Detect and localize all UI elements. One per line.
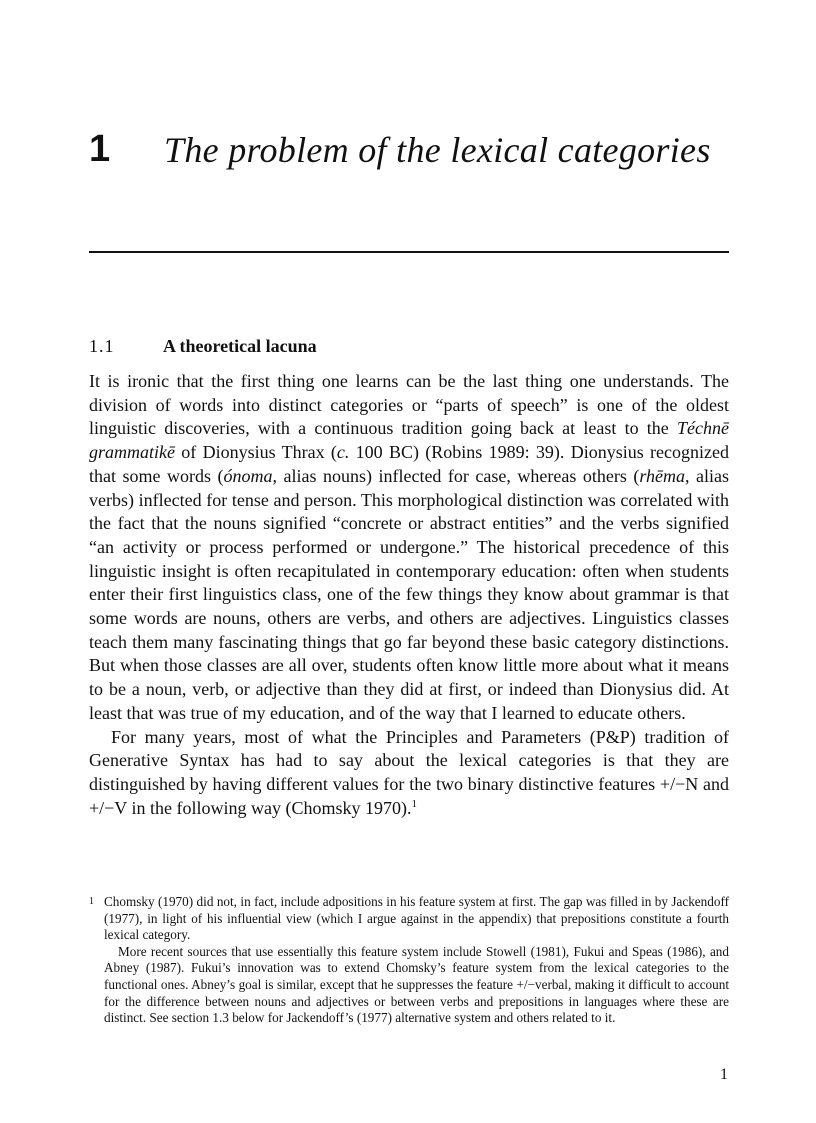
work-title: Téchnē grammatikē	[89, 418, 729, 463]
paragraph-1-text-a: It is ironic that the first thing one learns can be the last thing one understands. The division of words into distinct categories or “parts of speech” is one of the oldest linguistic discoveries, with a continuous tradition going back at least to the	[89, 371, 729, 439]
greek-term-onoma: ónoma	[223, 465, 273, 486]
paragraph-1-text-d: , alias nouns) inflected for case, whereas others (	[272, 465, 640, 486]
page-number: 1	[720, 1066, 729, 1083]
footnote-number: 1	[89, 896, 94, 907]
greek-term-rhema: rhēma	[639, 465, 686, 486]
paragraph-2	[89, 726, 729, 821]
section-number: 1.1	[89, 336, 115, 356]
chapter-number: 1	[89, 128, 111, 170]
footnote-1-text-continued: More recent sources that use essentially this feature system include Stowell (1981), Fukui and Speas (1986), and Abney (1987). Fukui’s innovation was to extend Chomsky’s feature system from the lexical categories to the functional ones. Abney’s goal is similar, except that he suppresses the feature +/−verbal, making it difficult to account for the difference between nouns and adjectives or between verbs and prepositions in languages where these are distinct. See section 1.3 below for Jackendoff’s (1977) alternative system and others related to it.	[104, 943, 729, 1026]
paragraph-1-text-b: of Dionysius Thrax (	[174, 442, 337, 463]
footnote-marker[interactable]: 1	[411, 797, 417, 810]
footnote-1-continued	[89, 944, 729, 1027]
paragraph-1-text-e: , alias verbs) inflected for tense and person. This morphological distinction was correlated with the fact that the nouns signified “concrete or abstract entities” and the verbs signified “an activity or process performed or undergone.” The historical precedence of this linguistic insight is often recapitulated in contemporary education: often when students enter their first linguistics class, one of the few things they know about grammar is that some words are nouns, others are verbs, and others are adjectives. Linguistics classes teach them many fascinating things that go far beyond these basic category distinctions. But when those classes are all over, students often know little more about what it means to be a noun, verb, or adjective than they did at first, or indeed than Dionysius did. At least that was true of my education, and of the way that I learned to educate others.	[89, 465, 729, 723]
paragraph-1-text-c: 100 BC) (Robins 1989: 39). Dionysius recognized that some words (	[89, 442, 729, 486]
circa-abbreviation: c.	[336, 442, 350, 463]
body-text	[89, 370, 729, 820]
chapter-title: The problem of the lexical categories	[164, 130, 711, 170]
chapter-divider	[89, 251, 729, 253]
section-title: A theoretical lacuna	[163, 336, 317, 356]
footnotes	[89, 894, 729, 1027]
paragraph-2-text: For many years, most of what the Principles and Parameters (P&P) tradition of Generative Syntax has had to say about the lexical categories is that they are distinguished by having different values for the two binary distinctive features +/−N and +/−V in the following way (Chomsky 1970).	[89, 726, 729, 818]
section-heading	[89, 334, 317, 358]
footnote-1-text: Chomsky (1970) did not, in fact, include adpositions in his feature system at first. The gap was filled in by Jackendoff (1977), in light of his influential view (which I argue against in the appendix) that prepositions constitute a fourth lexical category.	[104, 894, 729, 943]
paragraph-1	[89, 370, 729, 726]
footnote-1	[89, 894, 729, 944]
